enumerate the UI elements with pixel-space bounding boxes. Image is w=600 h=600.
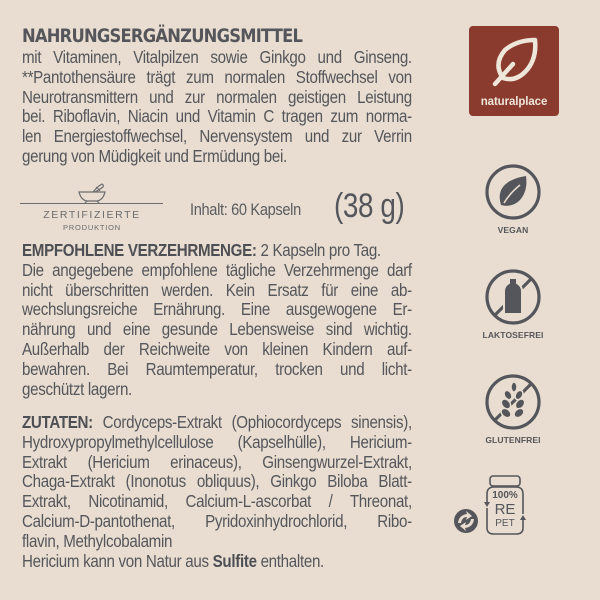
- brand-logo: [469, 26, 559, 116]
- sulfite-bold: Sulfite: [212, 550, 257, 571]
- repet-mark: [484, 474, 526, 536]
- dosage-line: Die angegebene empfohlene tägliche Verzehrmenge darf: [22, 259, 412, 280]
- intro-line: Neurotransmittern und zur normalen geistigen Leistung: [22, 86, 412, 107]
- dosage-line: wechslungsreiche Ernährung. Eine ausgewogene Er-: [22, 299, 412, 320]
- vegan-leaf-icon: [484, 163, 542, 221]
- ingredients-section: [22, 413, 465, 571]
- ingredients-text: [22, 413, 412, 571]
- intro-line: gerung von Müdigkeit und Ermüdung bei.: [22, 145, 287, 166]
- ingredients-label: ZUTATEN:: [22, 412, 93, 432]
- certified-production-mark: [20, 180, 164, 236]
- gluten-free-badge: [478, 373, 548, 445]
- repet-pet: PET: [495, 518, 515, 529]
- ingredient-line: Hydroxypropylmethylcellulose (Kapselhülle), Hericium-: [22, 431, 412, 452]
- divider: [20, 203, 163, 204]
- ingredient-line: flavin, Methylcobalamin: [22, 530, 173, 551]
- ingredients-heading-line: [22, 413, 412, 433]
- green-dot-mark: [453, 508, 479, 539]
- cert-line-1: ZERTIFIZIERTE: [43, 209, 141, 221]
- dosage-line: Außerhalb der Reichweite von kleinen Kindern auf-: [22, 338, 412, 359]
- ingredient-line: Extrakt (Hericium erinaceus), Ginsengwurzel-Extrakt,: [22, 451, 412, 472]
- mortar-pestle-icon: [76, 182, 108, 204]
- content-weight: (38 g): [334, 187, 405, 225]
- ingredient-line: Extrakt, Nicotinamid, Calcium-L-ascorbat / Threonat,: [22, 491, 412, 512]
- badge-label: GLUTENFREI: [485, 435, 541, 445]
- dosage-line: geschützt lagern.: [22, 378, 132, 399]
- badge-label: VEGAN: [497, 225, 529, 235]
- sulfite-pre: Hericium kann von Natur aus: [22, 550, 213, 571]
- intro-line: len Energiestoffwechsel, Nervensystem und zur Verrin: [22, 126, 412, 147]
- dosage-line: nährung und eine gesunde Lebensweise sind wichtig.: [22, 319, 412, 340]
- lactose-free-badge: [478, 268, 548, 340]
- content-amount: Inhalt: 60 Kapseln: [190, 200, 301, 219]
- dosage-text: [22, 241, 412, 399]
- intro-line: mit Vitaminen, Vitalpilzen sowie Ginkgo und Ginseng.: [22, 47, 412, 67]
- product-category-title: NAHRUNGSERGÄNZUNGSMITTEL: [22, 25, 303, 47]
- product-info: [22, 24, 412, 167]
- dosage-line: nicht überschritten werden. Kein Ersatz für eine ab-: [22, 279, 412, 300]
- intro-line: bei. Riboflavin, Niacin und Vitamin C tragen zum norma-: [22, 106, 412, 127]
- no-milk-bottle-icon: [484, 268, 542, 326]
- brand-name: naturalplace: [480, 96, 548, 108]
- intro-line: **Pantothensäure trägt zum normalen Stoffwechsel von: [22, 66, 412, 87]
- ingredients-first: Cordyceps-Extrakt (Ophiocordyceps sinensis),: [92, 412, 412, 432]
- dosage-heading-line: [22, 241, 412, 261]
- dosage-line: bewahren. Bei Raumtemperatur, trocken und licht-: [22, 358, 412, 379]
- repet-percent: 100%: [492, 490, 518, 501]
- leaf-icon: [487, 32, 541, 92]
- cert-line-2: PRODUKTION: [62, 223, 121, 232]
- no-wheat-icon: [484, 373, 542, 431]
- dosage-label: EMPFOHLENE VERZEHRMENGE:: [22, 240, 257, 260]
- intro-text: [22, 48, 412, 167]
- repet-re: RE: [494, 501, 516, 518]
- sulfite-note: [22, 552, 412, 572]
- badge-label: LAKTOSEFREI: [482, 330, 544, 340]
- ingredient-line: Calcium-D-pantothenat, Pyridoxinhydrochlorid, Ribo-: [22, 510, 412, 531]
- ingredient-line: Chaga-Extrakt (Inonotus obliquus), Ginkgo Biloba Blatt-: [22, 471, 412, 492]
- dosage-section: [22, 241, 465, 399]
- green-dot-icon: [453, 508, 479, 534]
- vegan-badge: [478, 163, 548, 235]
- sulfite-post: enthalten.: [256, 550, 324, 571]
- certification-row: [20, 180, 420, 236]
- dosage-value: 2 Kapseln pro Tag.: [256, 240, 381, 260]
